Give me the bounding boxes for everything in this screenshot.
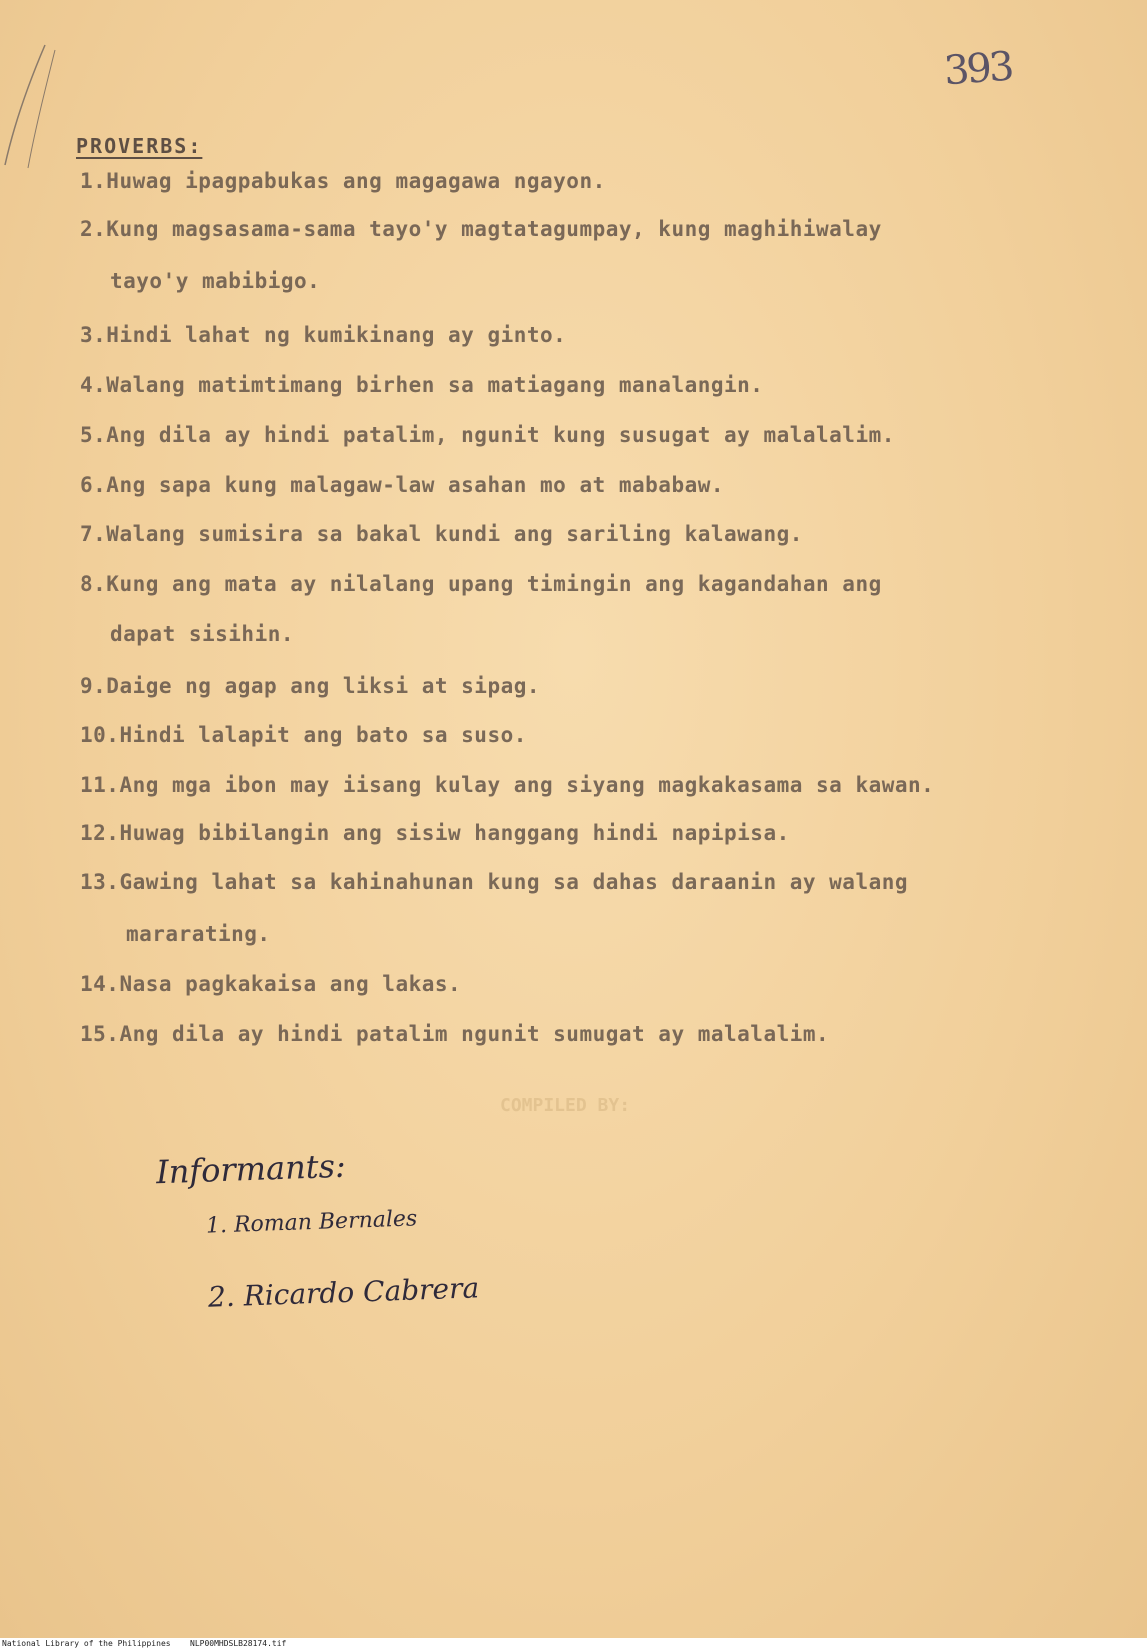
proverb-text: Ang sapa kung malagaw-law asahan mo at mababaw. (106, 473, 725, 497)
proverb-number: 11. (80, 773, 120, 797)
proverb-text: Huwag bibilangin ang sisiw hanggang hindi napipisa. (119, 821, 790, 845)
proverb-text: Hindi lalapit ang bato sa suso. (119, 723, 527, 747)
proverb-12 (80, 821, 790, 845)
proverb-text: Kung magsasama-sama tayo'y magtatagumpay, kung maghihiwalay (106, 217, 882, 241)
proverb-number: 8. (80, 572, 107, 596)
proverb-1 (80, 169, 606, 193)
proverb-13-cont: mararating. (126, 922, 271, 946)
proverb-number: 6. (80, 473, 107, 497)
proverb-2-cont: tayo'y mabibigo. (110, 269, 321, 293)
informants-title: Informants: (155, 1146, 347, 1192)
margin-pencil-mark (0, 40, 60, 170)
proverb-text: Ang dila ay hindi patalim ngunit sumugat ay malalalim. (119, 1022, 830, 1046)
proverb-number: 10. (80, 723, 120, 747)
proverb-number: 3. (80, 323, 107, 347)
compiled-by-label: COMPILED BY: (500, 1095, 631, 1116)
proverb-number: 14. (80, 972, 120, 996)
proverb-14 (80, 972, 461, 996)
proverb-number: 9. (80, 674, 107, 698)
proverb-8-cont: dapat sisihin. (110, 622, 295, 646)
proverb-text: Kung ang mata ay nilalang upang timingin ang kagandahan ang (106, 572, 882, 596)
footer-library: National Library of the Philippines (2, 1639, 171, 1648)
informant-1: 1. Roman Bernales (205, 1206, 418, 1239)
proverb-text: Gawing lahat sa kahinahunan kung sa dahas daraanin ay walang (119, 870, 909, 894)
proverb-10 (80, 723, 527, 747)
proverb-text: Huwag ipagpabukas ang magagawa ngayon. (106, 169, 606, 193)
footer-filename: NLP00MHDSLB28174.tif (190, 1639, 287, 1648)
proverb-text: Nasa pagkakaisa ang lakas. (119, 972, 462, 996)
proverb-text: Ang mga ibon may iisang kulay ang siyang magkakasama sa kawan. (119, 773, 935, 797)
proverb-9 (80, 674, 540, 698)
page-title: PROVERBS: (76, 134, 203, 158)
proverb-11 (80, 773, 934, 797)
proverb-text: Daige ng agap ang liksi at sipag. (106, 674, 541, 698)
proverb-number: 12. (80, 821, 120, 845)
proverb-number: 4. (80, 373, 107, 397)
proverb-text: Walang matimtimang birhen sa matiagang manalangin. (106, 373, 764, 397)
proverb-13 (80, 870, 908, 894)
page-number: 393 (942, 43, 1013, 95)
proverb-text: Hindi lahat ng kumikinang ay ginto. (106, 323, 567, 347)
proverb-number: 2. (80, 217, 107, 241)
proverb-4 (80, 373, 763, 397)
proverb-2 (80, 217, 882, 241)
informant-2: 2. Ricardo Cabrera (207, 1271, 480, 1314)
proverb-text: Ang dila ay hindi patalim, ngunit kung susugat ay malalalim. (106, 423, 895, 447)
proverb-7 (80, 522, 803, 546)
proverb-5 (80, 423, 895, 447)
proverb-8 (80, 572, 882, 596)
proverb-text: Walang sumisira sa bakal kundi ang sariling kalawang. (106, 522, 803, 546)
proverb-number: 13. (80, 870, 120, 894)
proverb-number: 5. (80, 423, 107, 447)
proverb-number: 1. (80, 169, 107, 193)
proverb-6 (80, 473, 724, 497)
proverb-number: 7. (80, 522, 107, 546)
proverb-3 (80, 323, 566, 347)
footer (0, 1638, 1147, 1650)
proverb-number: 15. (80, 1022, 120, 1046)
proverb-15 (80, 1022, 829, 1046)
